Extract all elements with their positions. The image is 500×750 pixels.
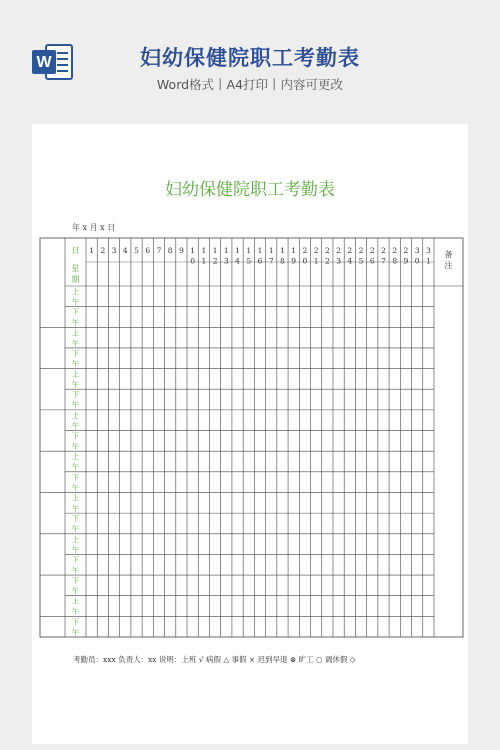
day-header: 5: [134, 246, 139, 255]
day-header: 7: [156, 246, 162, 255]
legend-note: 考勤员：xxx 负责人：xx 说明：上班 √ 病假 △ 事假 × 迟到早退 ⊗ 旷工 ○ 调休假 ◇: [73, 655, 356, 664]
table-border: [40, 238, 463, 637]
half-day-label: 下午: [71, 348, 80, 369]
day-header: 2 1: [313, 246, 319, 266]
day-header: 4: [122, 246, 128, 255]
half-day-label: 上午: [71, 369, 80, 390]
document-title: 妇幼保健院职工考勤表: [165, 180, 335, 200]
day-header: 3 0: [414, 246, 420, 266]
half-day-label: 下午: [71, 514, 80, 534]
half-day-label: 下午: [71, 576, 80, 596]
word-icon-letter: W: [36, 54, 52, 71]
day-header: 1 3: [223, 246, 229, 266]
half-day-label: 下午: [71, 307, 80, 328]
day-header: 6: [145, 246, 151, 255]
day-header: 1 6: [257, 246, 263, 266]
day-header: 1 5: [246, 246, 252, 266]
day-header: 2: [100, 246, 106, 255]
document-page: [32, 124, 468, 744]
day-header: 2 6: [369, 246, 375, 266]
day-header: 1 0: [190, 246, 196, 266]
banner: [0, 0, 500, 110]
day-header: 1 8: [280, 246, 285, 266]
half-day-label: 上午: [71, 534, 80, 555]
half-day-label: 上午: [71, 493, 80, 513]
day-header: 1 2: [212, 246, 218, 266]
day-header: 1: [89, 246, 95, 255]
day-header: 2 9: [403, 246, 409, 266]
half-day-label: 上午: [71, 410, 80, 431]
day-header: 2 8: [392, 246, 398, 266]
day-header: 1 9: [291, 246, 297, 266]
half-day-label: 下午: [71, 555, 80, 575]
half-day-label: 上午: [71, 328, 80, 348]
remark-header: 备注: [444, 250, 453, 270]
half-day-label: 上午: [71, 287, 80, 307]
half-day-label: 下午: [71, 390, 80, 410]
day-header: 3 1: [425, 246, 431, 266]
day-header: 2 5: [358, 246, 364, 266]
day-header: 2 4: [347, 246, 353, 266]
half-day-label: 下午: [71, 431, 80, 452]
half-day-label: 上午: [71, 452, 80, 472]
date-line: 年 x 月 x 日: [72, 223, 116, 232]
weekday-label: 星期: [71, 264, 80, 284]
banner-subtitle: Word格式丨A4打印丨内容可更改: [156, 77, 344, 92]
day-header: 3: [111, 246, 117, 255]
day-header: 1 7: [268, 246, 274, 266]
day-header: 2 2: [324, 246, 330, 266]
banner-title: 妇幼保健院职工考勤表: [140, 46, 360, 70]
day-header: 1 4: [235, 246, 240, 266]
attendance-table: [32, 124, 468, 744]
day-header: 2 7: [381, 246, 386, 266]
day-header: 8: [167, 246, 173, 255]
day-header: 2 0: [302, 246, 308, 266]
half-day-label: 上午: [71, 596, 80, 617]
half-day-label: 下午: [71, 472, 80, 493]
day-header: 9: [179, 246, 184, 255]
corner-label: 日: [71, 246, 80, 255]
day-header: 2 3: [336, 246, 341, 266]
day-header: 1 1: [201, 246, 207, 266]
half-day-label: 下午: [71, 617, 80, 637]
